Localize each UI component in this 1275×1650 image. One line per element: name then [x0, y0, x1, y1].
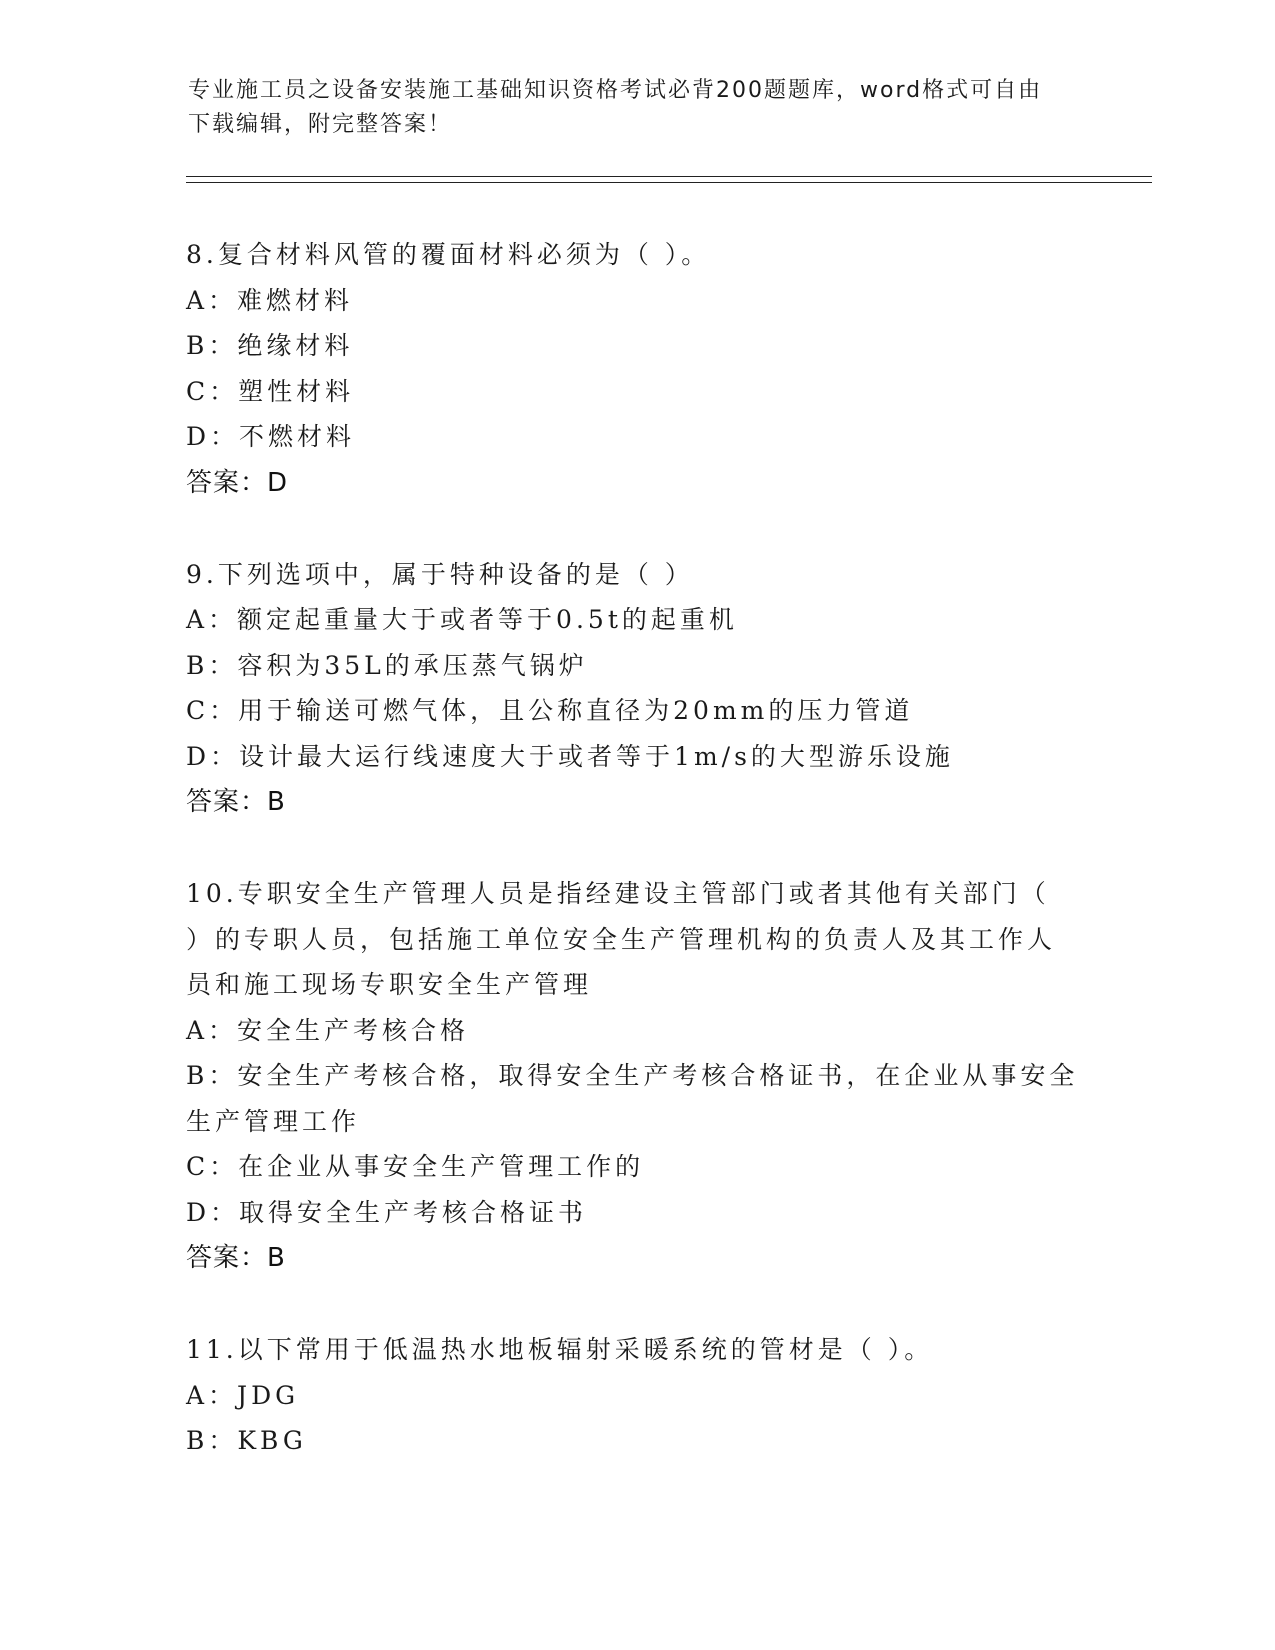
answer-line: 答案：D — [186, 467, 289, 498]
question-stem-line: 员和施工现场专职安全生产管理 — [186, 970, 593, 999]
answer-line: 答案：B — [186, 787, 286, 817]
document-header — [188, 74, 1068, 142]
option-line: D：取得安全生产考核合格证书 — [186, 1197, 588, 1227]
header-line-1: 专业施工员之设备安装施工基础知识资格考试必背200题题库，word格式可自由 — [188, 78, 1043, 103]
option-line: A：JDG — [186, 1380, 300, 1410]
option-line: C：在企业从事安全生产管理工作的 — [186, 1152, 645, 1181]
header-divider-top — [186, 176, 1152, 177]
option-line: D：不燃材料 — [186, 422, 356, 451]
option-line: B：KBG — [186, 1426, 307, 1455]
answer-line: 答案：B — [186, 1243, 286, 1273]
option-line: D：设计最大运行线速度大于或者等于1m/s的大型游乐设施 — [186, 741, 954, 771]
option-line: A：安全生产考核合格 — [186, 1015, 470, 1045]
option-line: B：容积为35L的承压蒸气锅炉 — [186, 650, 588, 680]
option-line: A：难燃材料 — [186, 285, 354, 315]
question-block — [186, 1327, 1086, 1464]
header-line-2: 下载编辑，附完整答案！ — [188, 112, 453, 137]
question-block — [186, 232, 1086, 506]
option-line: B：绝缘材料 — [186, 331, 354, 360]
option-line: A：额定起重量大于或者等于0.5t的起重机 — [186, 605, 738, 634]
question-stem-line: 9.下列选项中，属于特种设备的是（ ） — [186, 559, 694, 589]
question-stem-line: 8.复合材料风管的覆面材料必须为（ ）。 — [186, 240, 711, 269]
option-line: C：塑性材料 — [186, 376, 355, 406]
option-line: B：安全生产考核合格，取得安全生产考核合格证书，在企业从事安全 — [186, 1061, 1079, 1090]
question-stem-line: 10.专职安全生产管理人员是指经建设主管部门或者其他有关部门（ — [186, 879, 1050, 908]
question-stem-line: 11.以下常用于低温热水地板辐射采暖系统的管材是（ ）。 — [186, 1335, 934, 1364]
question-stem-line: ）的专职人员，包括施工单位安全生产管理机构的负责人及其工作人 — [186, 924, 1057, 954]
option-line: C：用于输送可燃气体，且公称直径为20mm的压力管道 — [186, 696, 914, 725]
question-list — [186, 232, 1086, 1510]
question-block — [186, 552, 1086, 826]
header-divider-bottom — [186, 182, 1152, 183]
option-line: 生产管理工作 — [186, 1106, 361, 1136]
question-block — [186, 871, 1086, 1281]
